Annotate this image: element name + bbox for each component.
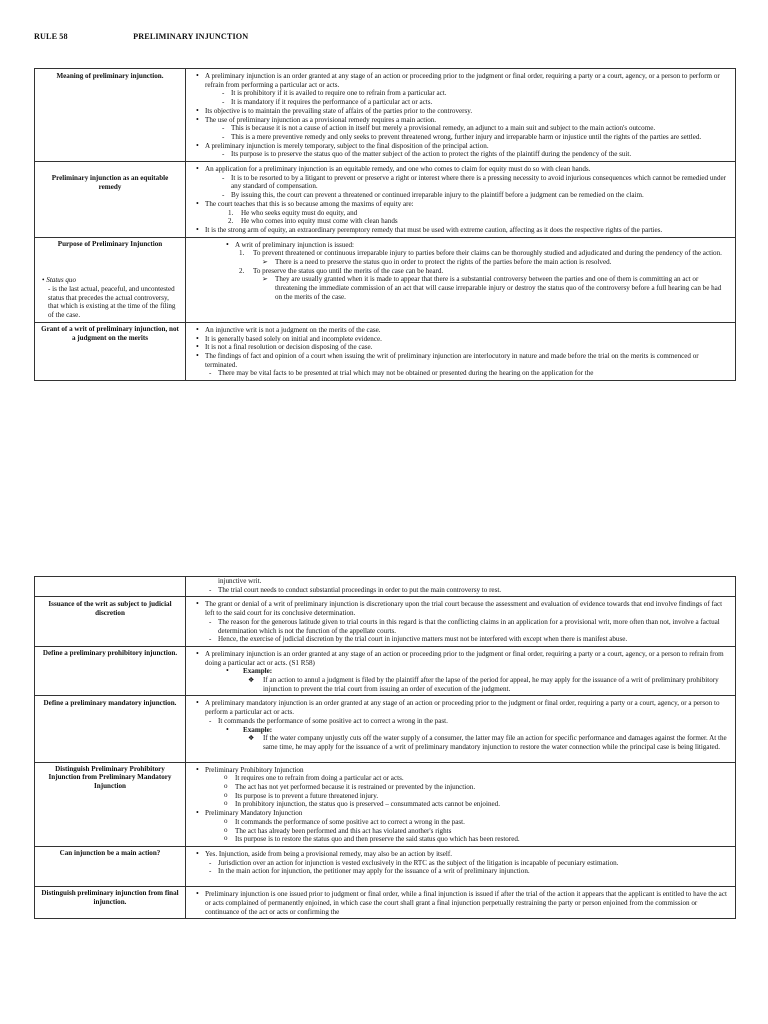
table-row-prohibitory [35, 646, 736, 696]
list-item: o It requires one to refrain from doing a particular act or acts. [191, 774, 730, 783]
row-content [186, 597, 736, 647]
table-row-distinguish [35, 762, 736, 846]
list-item: • Preliminary Mandatory Injunction [191, 809, 730, 818]
list-item: • A preliminary injunction is an order granted at any stage of an action or proceeding prior to the judgment or final order, requiring a party or a court, agency, or a person to refrain from doing a particular act or acts. (S1 R58) [191, 650, 730, 667]
table-row-equitable [35, 162, 736, 238]
row-label [35, 577, 186, 597]
row-label: Define a preliminary prohibitory injunction. [35, 646, 186, 696]
row-content [186, 646, 736, 696]
list-item: • A preliminary injunction is merely temporary, subject to the final disposition of the principal action. [191, 142, 730, 151]
row-content [186, 322, 736, 380]
list-item: - The trial court needs to conduct substantial proceedings in order to put the main controversy to rest. [191, 586, 730, 595]
list-item: • Example: [191, 726, 730, 735]
list-item: • Example: [191, 667, 730, 676]
list-item: 2. He who comes into equity must come with clean hands [228, 217, 398, 226]
table-row-meaning [35, 69, 736, 162]
list-item: • An application for a preliminary injunction is an equitable remedy, and one who comes to claim for equity must do so with clean hands. [191, 165, 730, 174]
list-item: ❖ If the water company unjustly cuts off the water supply of a consumer, the latter may file an action for specific performance and damages against the former. At the same time, he may apply for the issuance of a writ of preliminary mandatory injunction to restore the water connection while the principal case is being litigated. [191, 734, 730, 751]
row-content [186, 577, 736, 597]
list-item: - Its purpose is to preserve the status quo of the matter subject of the action to protect the rights of the plaintiff during the pendency of the suit. [191, 150, 730, 159]
list-item: - This is a mere preventive remedy and only seeks to prevent threatened wrong, further injury and irreparable harm or injustice until the rights of the parties are settled. [191, 133, 730, 142]
list-item: • Preliminary Prohibitory Injunction [191, 766, 730, 775]
list-item: - By issuing this, the court can prevent a threatened or continued irreparable injury to the plaintiff before a judgment can be remedied on the claim. [191, 191, 730, 200]
list-item: • The findings of fact and opinion of a court when issuing the writ of preliminary injunction are interlocutory in nature and made before the trial on the merits is commenced or terminated. [191, 352, 730, 369]
row-label: Can injunction be a main action? [35, 846, 186, 886]
table-row-final-injunction [35, 887, 736, 919]
row-content [186, 887, 736, 919]
table-row-discretion [35, 597, 736, 647]
list-item: o The act has already been performed and this act has violated another's rights [191, 827, 730, 836]
list-item: • A preliminary mandatory injunction is an order granted at any stage of an action or proceeding prior to the judgment or final order, requiring a party or a court, agency, or a person to perform a particular act or acts. [191, 699, 730, 716]
list-item: - There may be vital facts to be presented at trial which may not be obtained or presented during the hearing on the application for the [191, 369, 730, 378]
list-item: • A writ of preliminary injunction is issued: [191, 241, 730, 250]
list-item: o Its purpose is to prevent a future threatened injury. [191, 792, 730, 801]
notes-table-page-1 [34, 68, 736, 381]
list-item: o It commands the performance of some positive act to correct a wrong in the past. [191, 818, 730, 827]
list-item: - This is because it is not a cause of action in itself but merely a provisional remedy, an adjunct to a main suit and subject to the main action's outcome. [191, 124, 730, 133]
list-item: • The grant or denial of a writ of preliminary injunction is discretionary upon the trial court because the assessment and evaluation of evidence towards that end involve findings of fact left to the said court for its conclusive determination. [191, 600, 730, 617]
list-item: • It is not a final resolution or decision disposing of the case. [191, 343, 730, 352]
list-item: - It commands the performance of some positive act to correct a wrong in the past. [191, 717, 730, 726]
list-item: • It is generally based solely on initial and incomplete evidence. [191, 335, 730, 344]
row-content [186, 846, 736, 886]
row-label: Preliminary injunction as an equitable remedy [35, 162, 186, 238]
list-item: - It is mandatory if it requires the performance of a particular act or acts. [191, 98, 730, 107]
row-content [186, 69, 736, 162]
row-content [186, 237, 736, 322]
list-item: • A preliminary injunction is an order granted at any stage of an action or proceeding prior to the judgment or final order, requiring a party or a court, agency, or a person to perform or refrain from performing a particular act or acts. [191, 72, 730, 89]
list-item: • The use of preliminary injunction as a provisional remedy requires a main action. [191, 116, 730, 125]
notes-table-page-2 [34, 576, 736, 919]
row-label: Define a preliminary mandatory injunction. [35, 696, 186, 762]
rule-title: PRELIMINARY INJUNCTION [133, 32, 249, 41]
row-content [186, 762, 736, 846]
page-header [34, 32, 248, 41]
status-quo-definition: - is the last actual, peaceful, and uncontested status that precedes the actual controversy, that which is existing at the time of the filing of the case. [48, 285, 176, 320]
list-item: 1. He who seeks equity must do equity, and [228, 208, 358, 217]
row-content [186, 696, 736, 762]
list-item: - In the main action for injunction, the petitioner may apply for the issuance of a writ of preliminary injunction. [191, 867, 730, 876]
row-content [186, 162, 736, 238]
list-item: - It is prohibitory if it is availed to require one to refrain from a particular act. [191, 89, 730, 98]
status-quo-title: • Status quo [42, 276, 77, 285]
row-label: Grant of a writ of preliminary injunction, not a judgment on the merits [35, 322, 186, 380]
list-item: 1. To prevent threatened or continuous irreparable injury to parties before their claims can be thoroughly studied and adjudicated and during the pendency of the action. [239, 249, 722, 258]
table-row-main-action [35, 846, 736, 886]
row-label: Distinguish Preliminary Prohibitory Injunction from Preliminary Mandatory Injunction [35, 762, 186, 846]
list-item: • The court teaches that this is so because among the maxims of equity are: [191, 200, 730, 209]
list-item: o Its purpose is to restore the status quo and then preserve the said status quo which has been restored. [191, 835, 730, 844]
row-label-text: Purpose of Preliminary Injunction [57, 239, 163, 248]
rule-number: RULE 58 [34, 32, 68, 41]
list-item: - It is to be resorted to by a litigant to prevent or preserve a right or interest where there is a pressing necessity to avoid injurious consequences which cannot be remedied under any standard of compensation. [191, 174, 730, 191]
list-item: ➢ They are usually granted when it is made to appear that there is a substantial controversy between the parties and one of them is committing an act or threatening the immediate commission of an act that will cause irreparable injury or destroy the status quo of the controversy before a full hearing can be had on the merits of the case. [191, 275, 730, 301]
table-row-mandatory [35, 696, 736, 762]
row-label: Issuance of the writ as subject to judicial discretion [35, 597, 186, 647]
list-item: - The reason for the generous latitude given to trial courts in this regard is that the conflicting claims in an application for a provisional writ, more often than not, involve a factual determination which is not the function of the appellate courts. [191, 618, 730, 635]
list-item: • Preliminary injunction is one issued prior to judgment or final order, while a final injunction is issued if after the trial of the action it appears that the applicant is entitled to have the act or acts complained of permanently enjoined, in which case the court shall grant a final injunction perpetually restraining the party or person enjoined from the commission or continuance of the act or acts or confirming the [191, 890, 730, 916]
list-item: ❖ If an action to annul a judgment is filed by the plaintiff after the lapse of the period for appeal, he may apply for the issuance of a writ of preliminary prohibitory injunction to prevent the trial court from issuing an order of execution of the judgment. [191, 676, 730, 693]
list-item: - Jurisdiction over an action for injunction is vested exclusively in the RTC as the subject of the litigation is incapable of pecuniary estimation. [191, 859, 730, 868]
row-label [35, 237, 186, 322]
list-item: • Yes. Injunction, aside from being a provisional remedy, may also be an action by itself. [191, 850, 730, 859]
row-label: Meaning of preliminary injunction. [35, 69, 186, 162]
table-row-purpose [35, 237, 736, 322]
list-item: • It is the strong arm of equity, an extraordinary peremptory remedy that must be used with extreme caution, affecting as it does the respective rights of the parties. [191, 226, 730, 235]
list-item: • An injunctive writ is not a judgment on the merits of the case. [191, 326, 730, 335]
table-row-continued [35, 577, 736, 597]
status-quo-note [40, 276, 180, 320]
list-item: - Hence, the exercise of judicial discretion by the trial court in injunctive matters must not be interfered with except when there is manifest abuse. [191, 635, 730, 644]
list-item: • Its objective is to maintain the prevailing state of affairs of the parties prior to the controversy. [191, 107, 730, 116]
list-item: o In prohibitory injunction, the status quo is preserved – consummated acts cannot be enjoined. [191, 800, 730, 809]
list-item: ➢ There is a need to preserve the status quo in order to protect the rights of the parties before the main action is resolved. [191, 258, 730, 267]
table-row-grant [35, 322, 736, 380]
list-item: o The act has not yet performed because it is restrained or prevented by the injunction. [191, 783, 730, 792]
list-item: injunctive writ. [218, 577, 262, 585]
row-label: Distinguish preliminary injunction from final injunction. [35, 887, 186, 919]
list-item: 2. To preserve the status quo until the merits of the case can be heard. [239, 266, 444, 275]
